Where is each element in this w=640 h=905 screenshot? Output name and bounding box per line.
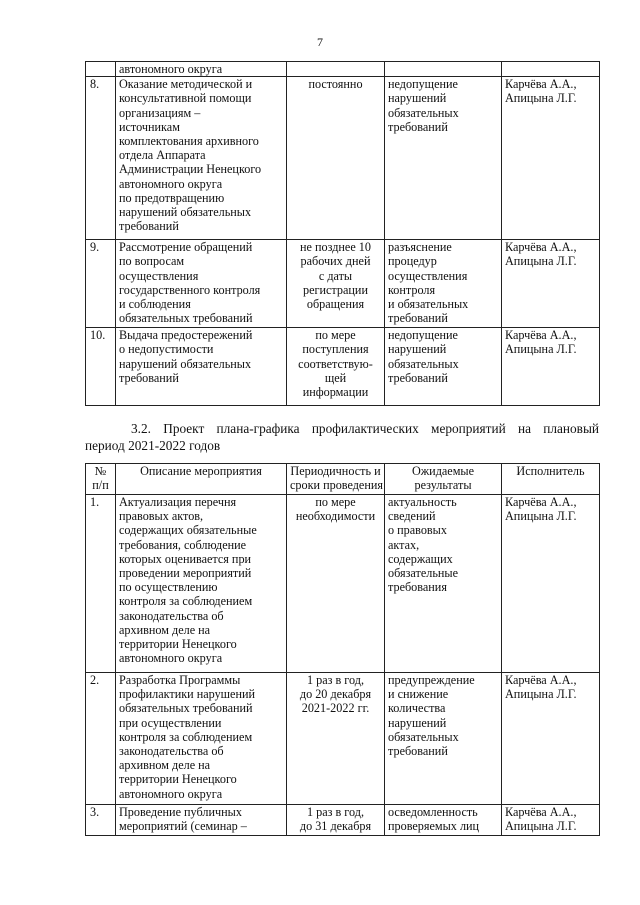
cell-line: по предотвращению bbox=[119, 190, 225, 205]
cell-line: территории Ненецкого bbox=[119, 772, 237, 787]
section-heading-line2: период 2021-2022 годов bbox=[85, 438, 221, 453]
cell-expected-result bbox=[385, 805, 502, 836]
header-cell-number bbox=[86, 464, 116, 495]
cell-line: обязательные bbox=[388, 566, 459, 581]
cell-line: Апицына Л.Г. bbox=[505, 687, 577, 702]
table-header-row bbox=[86, 464, 600, 495]
cell-line: отдела Аппарата bbox=[119, 148, 206, 163]
cell-line: автономного округа bbox=[119, 651, 223, 666]
cell-line: государственного контроля bbox=[119, 282, 261, 297]
cell-line: требования, соблюдение bbox=[119, 537, 247, 552]
cell-line: недопущение bbox=[388, 328, 458, 343]
cell-line: 1 раз в год, bbox=[307, 805, 364, 819]
cell-line: до 20 декабря bbox=[299, 687, 372, 702]
table-row bbox=[86, 673, 600, 805]
cell-line: консультативной помощи bbox=[119, 91, 252, 106]
cell-executor bbox=[502, 240, 600, 328]
cell-line: нарушений bbox=[388, 91, 447, 106]
cell-description bbox=[116, 495, 287, 673]
cell-line: Карчёва А.А., bbox=[505, 240, 577, 255]
cell-line: нарушений bbox=[388, 342, 447, 357]
cell-line: информации bbox=[302, 385, 369, 400]
cell-line: Апицына Л.Г. bbox=[505, 342, 577, 357]
cell-line: требований bbox=[388, 311, 448, 326]
cell-line: постоянно bbox=[308, 77, 363, 92]
cell-line: Карчёва А.А., bbox=[505, 495, 577, 509]
cell-line: Разработка Программы bbox=[119, 673, 241, 687]
cell-line: проверяемых лиц bbox=[388, 819, 480, 834]
section-heading bbox=[85, 420, 599, 454]
table-row bbox=[86, 328, 600, 406]
cell-periodicity bbox=[287, 77, 385, 240]
cell-description bbox=[116, 328, 287, 406]
cell-line: рабочих дней bbox=[300, 254, 371, 269]
cell-line: Исполнитель bbox=[516, 464, 585, 478]
cell-line: обязательных требований bbox=[119, 311, 253, 326]
cell-line: обращения bbox=[306, 297, 365, 312]
cell-line: автономного округа bbox=[119, 176, 223, 191]
table-row bbox=[86, 240, 600, 328]
cell-line: Ожидаемые bbox=[411, 464, 475, 478]
cell-line: осведомленность bbox=[388, 805, 478, 819]
table-row bbox=[86, 495, 600, 673]
cell-description bbox=[116, 805, 287, 836]
cell-line: Карчёва А.А., bbox=[505, 805, 577, 819]
cell-line: и снижение bbox=[388, 687, 449, 702]
cell-line: контроля за соблюдением bbox=[119, 729, 253, 744]
cell-line: проведении мероприятий bbox=[119, 566, 252, 581]
cell-line: по мере bbox=[315, 495, 356, 509]
cell-line: организациям – bbox=[119, 105, 201, 120]
cell-line: результаты bbox=[414, 478, 472, 493]
cell-line: количества bbox=[388, 701, 446, 716]
cell-line: актуальность bbox=[388, 495, 457, 509]
cell-line: о недопустимости bbox=[119, 342, 214, 357]
cell-periodicity bbox=[287, 805, 385, 836]
plan-schedule-table bbox=[85, 463, 600, 836]
cell-line: архивном деле на bbox=[119, 758, 211, 773]
cell-line: правовых актов, bbox=[119, 509, 204, 524]
cell-executor bbox=[502, 673, 600, 805]
cell-line: не позднее 10 bbox=[300, 240, 371, 255]
cell-line: по вопросам bbox=[119, 254, 185, 269]
cell-line: контроля bbox=[388, 282, 436, 297]
cell-expected-result bbox=[385, 495, 502, 673]
cell-line: осуществления bbox=[388, 268, 468, 283]
cell-line: соответствую- bbox=[298, 356, 373, 371]
cell-line: требований bbox=[388, 744, 448, 759]
cell-line: нарушений обязательных bbox=[119, 356, 252, 371]
table-row bbox=[86, 62, 600, 77]
cell-line: обязательных bbox=[388, 105, 459, 120]
cell-description bbox=[116, 62, 287, 77]
cell-executor bbox=[502, 77, 600, 240]
cell-line: содержащих bbox=[388, 551, 453, 566]
cell-line: автономного округа bbox=[119, 62, 223, 76]
cell-line: разъяснение bbox=[388, 240, 452, 255]
cell-line: Апицына Л.Г. bbox=[505, 819, 577, 834]
cell-line: требований bbox=[119, 219, 179, 234]
cell-line: № bbox=[94, 464, 107, 478]
cell-line: недопущение bbox=[388, 77, 458, 92]
cell-periodicity bbox=[287, 495, 385, 673]
header-cell-executor bbox=[502, 464, 600, 495]
cell-line: 1 раз в год, bbox=[307, 673, 364, 687]
cell-number: 9. bbox=[86, 240, 116, 328]
section-heading-line1: 3.2. Проект плана-графика профилактических мероприятий на плановый bbox=[131, 421, 599, 436]
cell-line: щей bbox=[324, 370, 347, 385]
cell-description bbox=[116, 673, 287, 805]
cell-line: нарушений bbox=[388, 715, 447, 730]
header-cell-description bbox=[116, 464, 287, 495]
cell-executor bbox=[502, 328, 600, 406]
cell-line: регистрации bbox=[303, 282, 368, 297]
cell-line: сведений bbox=[388, 509, 436, 524]
cell-line: требования bbox=[388, 580, 447, 595]
cell-number: 8. bbox=[86, 77, 116, 240]
cell-line: предупреждение bbox=[388, 673, 475, 687]
cell-line: по осуществлению bbox=[119, 580, 218, 595]
cell-line: Карчёва А.А., bbox=[505, 77, 577, 92]
cell-line: которых оценивается при bbox=[119, 551, 252, 566]
cell-executor bbox=[502, 805, 600, 836]
cell-line: Оказание методической и bbox=[119, 77, 253, 92]
cell-executor bbox=[502, 62, 600, 77]
cell-line: Актуализация перечня bbox=[119, 495, 237, 509]
cell-line: требований bbox=[119, 370, 179, 385]
cell-expected-result bbox=[385, 673, 502, 805]
cell-line: источникам bbox=[119, 119, 180, 134]
cell-line: требований bbox=[388, 370, 448, 385]
cell-line: и соблюдения bbox=[119, 297, 191, 312]
cell-line: Рассмотрение обращений bbox=[119, 240, 253, 255]
cell-line: Проведение публичных bbox=[119, 805, 242, 819]
header-cell-expected-result bbox=[385, 464, 502, 495]
cell-periodicity bbox=[287, 62, 385, 77]
cell-number bbox=[86, 62, 116, 77]
cell-number: 1. bbox=[86, 495, 116, 673]
cell-line: о правовых bbox=[388, 523, 447, 538]
cell-line: автономного округа bbox=[119, 786, 223, 801]
cell-line: обязательных bbox=[388, 729, 459, 744]
cell-number: 2. bbox=[86, 673, 116, 805]
cell-line: Описание мероприятия bbox=[140, 464, 262, 478]
table-row bbox=[86, 77, 600, 240]
table-row bbox=[86, 805, 600, 836]
cell-line: законодательства об bbox=[119, 744, 224, 759]
cell-description bbox=[116, 240, 287, 328]
cell-line: п/п bbox=[92, 478, 109, 493]
cell-periodicity bbox=[287, 328, 385, 406]
cell-periodicity bbox=[287, 240, 385, 328]
cell-line: профилактики нарушений bbox=[119, 687, 256, 702]
cell-line: Апицына Л.Г. bbox=[505, 254, 577, 269]
cell-line: мероприятий (семинар – bbox=[119, 819, 247, 834]
cell-line: содержащих обязательные bbox=[119, 523, 257, 538]
cell-line: Периодичность и bbox=[290, 464, 381, 478]
cell-line: нарушений обязательных bbox=[119, 205, 252, 220]
page-number: 7 bbox=[317, 35, 323, 49]
cell-line: комплектования архивного bbox=[119, 134, 259, 149]
cell-line: требований bbox=[388, 119, 448, 134]
cell-line: до 31 декабря bbox=[299, 819, 372, 834]
cell-number: 10. bbox=[86, 328, 116, 406]
cell-line: Апицына Л.Г. bbox=[505, 91, 577, 106]
cell-line: 2021-2022 гг. bbox=[301, 701, 370, 716]
cell-number: 3. bbox=[86, 805, 116, 836]
cell-line: Выдача предостережений bbox=[119, 328, 253, 343]
cell-line: при осуществлении bbox=[119, 715, 222, 730]
cell-line: Карчёва А.А., bbox=[505, 673, 577, 687]
cell-expected-result bbox=[385, 62, 502, 77]
header-cell-periodicity bbox=[287, 464, 385, 495]
cell-line: поступления bbox=[302, 342, 369, 357]
cell-description bbox=[116, 77, 287, 240]
cell-line: осуществления bbox=[119, 268, 199, 283]
cell-line: и обязательных bbox=[388, 297, 469, 312]
cell-line: процедур bbox=[388, 254, 437, 269]
cell-expected-result bbox=[385, 240, 502, 328]
cell-line: контроля за соблюдением bbox=[119, 594, 253, 609]
cell-line: обязательных требований bbox=[119, 701, 253, 716]
cell-line: законодательства об bbox=[119, 608, 224, 623]
cell-line: необходимости bbox=[295, 509, 376, 524]
cell-line: сроки проведения bbox=[290, 478, 383, 493]
cell-line: актах, bbox=[388, 537, 420, 552]
cell-line: Администрации Ненецкого bbox=[119, 162, 262, 177]
cell-periodicity bbox=[287, 673, 385, 805]
cell-line: Карчёва А.А., bbox=[505, 328, 577, 343]
cell-line: Апицына Л.Г. bbox=[505, 509, 577, 524]
activities-table-continued bbox=[85, 61, 600, 406]
cell-expected-result bbox=[385, 328, 502, 406]
cell-line: по мере bbox=[315, 328, 356, 343]
cell-line: обязательных bbox=[388, 356, 459, 371]
cell-expected-result bbox=[385, 77, 502, 240]
cell-line: территории Ненецкого bbox=[119, 637, 237, 652]
cell-line: архивном деле на bbox=[119, 622, 211, 637]
cell-executor bbox=[502, 495, 600, 673]
cell-line: с даты bbox=[318, 268, 353, 283]
